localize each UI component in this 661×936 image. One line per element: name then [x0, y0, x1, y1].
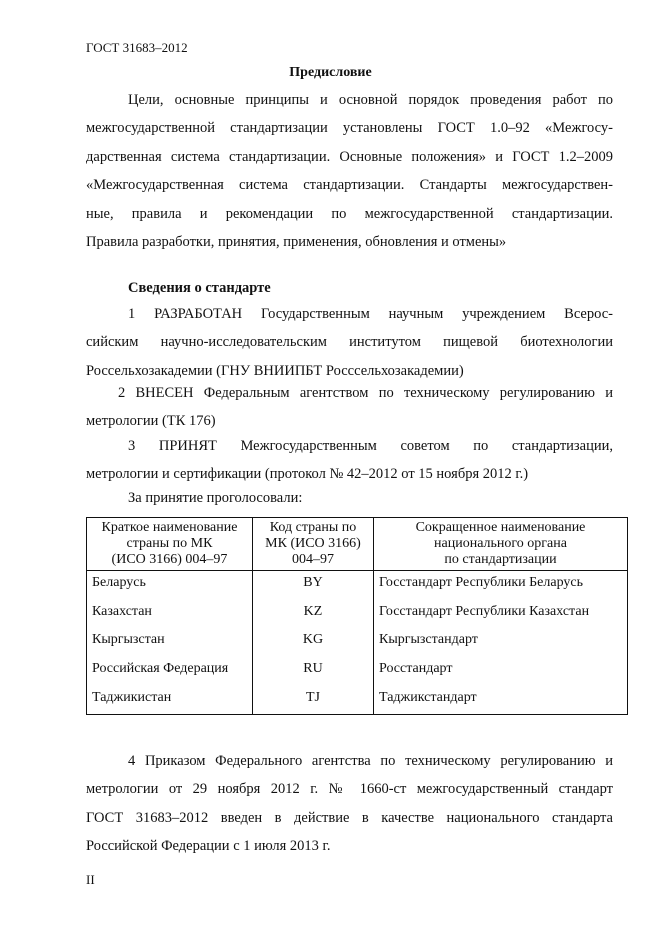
table-header-row	[87, 518, 628, 571]
body-cell: Госстандарт Республики Казахстан	[374, 600, 628, 629]
code-cell: KZ	[253, 600, 374, 629]
table-row	[87, 571, 628, 600]
info-line: метрологии и сертификации (протокол № 42–2012 от 15 ноября 2012 г.)	[86, 466, 529, 483]
page-number: II	[86, 872, 95, 887]
foreword-paragraph	[86, 86, 613, 256]
header-line: страны по МК	[126, 536, 213, 551]
table-row	[87, 686, 628, 715]
foreword-line: межгосударственной стандартизации установлены ГОСТ 1.0–92 «Межгосу-	[86, 120, 613, 137]
info-line: 2 ВНЕСЕН Федеральным агентством по техническому регулированию и	[118, 385, 613, 401]
voted-intro: За принятие проголосовали:	[128, 490, 303, 506]
info-item-1	[86, 300, 613, 385]
code-cell: RU	[253, 657, 374, 686]
header-line: по стандартизации	[444, 552, 557, 567]
header-line: 004–97	[292, 552, 334, 567]
foreword-line: дарственная система стандартизации. Основные положения» и ГОСТ 1.2–2009	[86, 148, 613, 165]
info-line: Российской Федерации с 1 июля 2013 г.	[86, 838, 331, 855]
body-cell: Госстандарт Республики Беларусь	[374, 571, 628, 600]
body-cell: Таджикстандарт	[374, 686, 628, 715]
info-line: метрологии (ТК 176)	[86, 413, 216, 430]
header-line: национального органа	[434, 536, 567, 551]
page-title: Предисловие	[289, 65, 372, 80]
info-line: 1 РАЗРАБОТАН Государственным научным учреждением Всерос-	[128, 306, 613, 322]
country-cell: Российская Федерация	[87, 657, 253, 686]
table-header-body	[374, 518, 628, 571]
foreword-line: ные, правила и рекомендации по межгосударственной стандартизации.	[86, 205, 613, 222]
info-line: метрологии от 29 ноября 2012 г. № 1660-ст межгосударственный стандарт	[86, 781, 613, 798]
foreword-line: «Межгосударственная система стандартизации. Стандарты межгосударствен-	[86, 177, 613, 194]
info-line: ГОСТ 31683–2012 введен в действие в качестве национального стандарта	[86, 809, 613, 826]
body-cell: Кыргызстандарт	[374, 628, 628, 657]
header-line: Краткое наименование	[101, 520, 238, 535]
foreword-line: Цели, основные принципы и основной порядок проведения работ по	[128, 92, 613, 108]
table-row	[87, 657, 628, 686]
info-line: сийским научно-исследовательским институтом пищевой биотехнологии	[86, 334, 613, 351]
country-cell: Казахстан	[87, 600, 253, 629]
info-line: 3 ПРИНЯТ Межгосударственным советом по стандартизации,	[128, 438, 613, 454]
country-cell: Кыргызстан	[87, 628, 253, 657]
code-cell: BY	[253, 571, 374, 600]
foreword-line: Правила разработки, принятия, применения, обновления и отмены»	[86, 234, 507, 251]
section-heading: Сведения о стандарте	[128, 280, 271, 296]
info-item-4	[86, 747, 613, 861]
votes-table	[86, 517, 628, 715]
country-cell: Беларусь	[87, 571, 253, 600]
code-cell: KG	[253, 628, 374, 657]
code-cell: TJ	[253, 686, 374, 715]
info-line: Россельхозакадемии (ГНУ ВНИИПБТ Росссельхозакадемии)	[86, 362, 464, 379]
body-cell: Росстандарт	[374, 657, 628, 686]
table-row	[87, 628, 628, 657]
info-item-2	[86, 379, 613, 436]
document-header: ГОСТ 31683–2012	[86, 40, 188, 55]
header-line: Сокращенное наименование	[415, 520, 586, 535]
table-row	[87, 600, 628, 629]
table-header-country	[87, 518, 253, 571]
info-item-3	[86, 432, 613, 489]
header-line: Код страны по	[269, 520, 357, 535]
info-line: 4 Приказом Федерального агентства по техническому регулированию и	[128, 753, 613, 769]
header-line: (ИСО 3166) 004–97	[111, 552, 228, 567]
header-line: МК (ИСО 3166)	[265, 536, 361, 551]
table-header-code	[253, 518, 374, 571]
country-cell: Таджикистан	[87, 686, 253, 715]
